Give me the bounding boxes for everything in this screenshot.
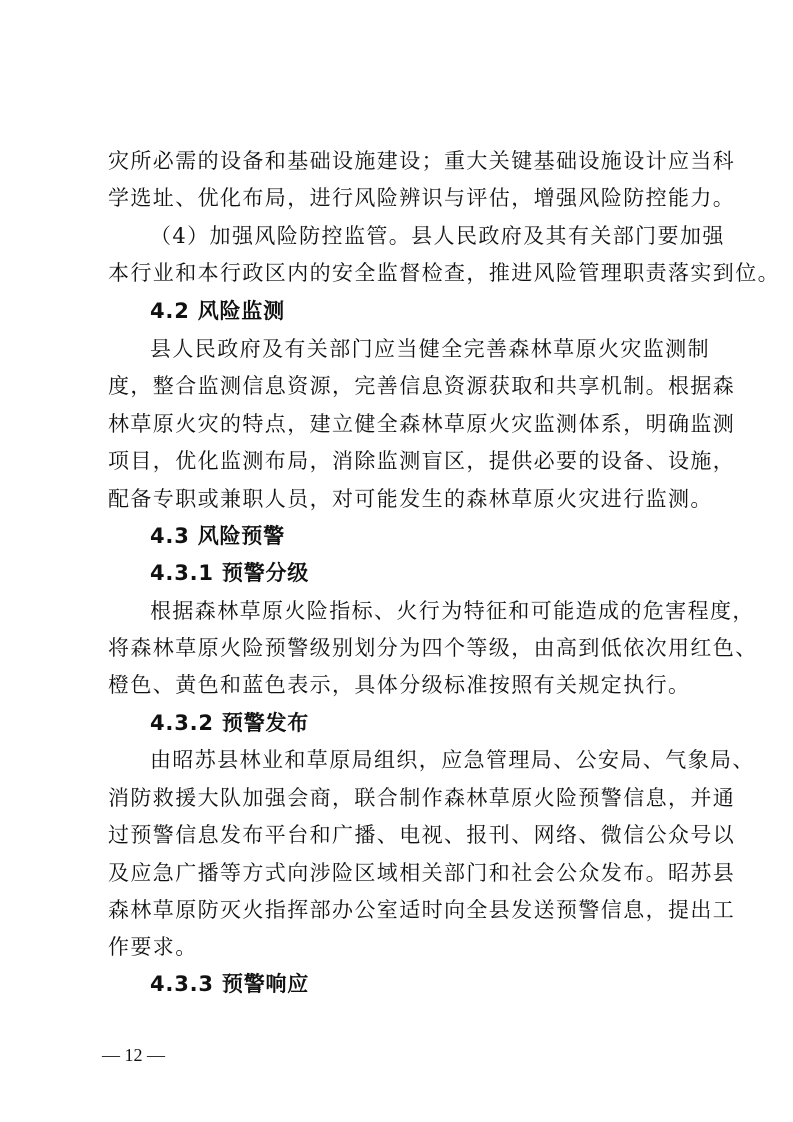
paragraph-line: 及应急广播等方式向涉险区域相关部门和社会公众发布。昭苏县 [108, 861, 736, 885]
paragraph-line: 根据森林草原火险指标、火行为特征和可能造成的危害程度， [150, 599, 755, 623]
paragraph-line: 橙色、黄色和蓝色表示，具体分级标准按照有关规定执行。 [108, 673, 691, 697]
paragraph-line: 县人民政府及有关部门应当健全完善森林草原火灾监测制 [150, 337, 710, 361]
section-heading-4-3: 4.3 风险预警 [150, 524, 285, 548]
paragraph-line: 配备专职或兼职人员，对可能发生的森林草原火灾进行监测。 [108, 487, 713, 511]
section-heading-4-2: 4.2 风险监测 [150, 299, 285, 323]
paragraph-line: 项目，优化监测布局，消除监测盲区，提供必要的设备、设施， [108, 449, 736, 473]
paragraph-line: （4）加强风险防控监管。县人民政府及其有关部门要加强 [150, 224, 725, 248]
paragraph-line: 过预警信息发布平台和广播、电视、报刊、网络、微信公众号以 [108, 823, 736, 847]
paragraph-line: 森林草原防灭火指挥部办公室适时向全县发送预警信息，提出工 [108, 898, 736, 922]
paragraph-line: 林草原火灾的特点，建立健全森林草原火灾监测体系，明确监测 [108, 412, 736, 436]
paragraph-line: 学选址、优化布局，进行风险辨识与评估，增强风险防控能力。 [108, 186, 736, 210]
paragraph-line: 由昭苏县林业和草原局组织，应急管理局、公安局、气象局、 [150, 748, 755, 772]
paragraph-line: 灾所必需的设备和基础设施建设；重大关键基础设施设计应当科 [108, 149, 736, 173]
paragraph-line: 作要求。 [108, 935, 198, 959]
page-number: — 12 — [102, 1045, 165, 1065]
section-heading-4-3-1: 4.3.1 预警分级 [150, 561, 310, 585]
paragraph-line: 度，整合监测信息资源，完善信息资源获取和共享机制。根据森 [108, 374, 736, 398]
paragraph-line: 消防救援大队加强会商，联合制作森林草原火险预警信息，并通 [108, 786, 736, 810]
section-heading-4-3-3: 4.3.3 预警响应 [150, 972, 310, 996]
paragraph-line: 本行业和本行政区内的安全监督检查，推进风险管理职责落实到位。 [108, 261, 780, 285]
section-heading-4-3-2: 4.3.2 预警发布 [150, 711, 310, 735]
paragraph-line: 将森林草原火险预警级别划分为四个等级，由高到低依次用红色、 [108, 636, 758, 660]
